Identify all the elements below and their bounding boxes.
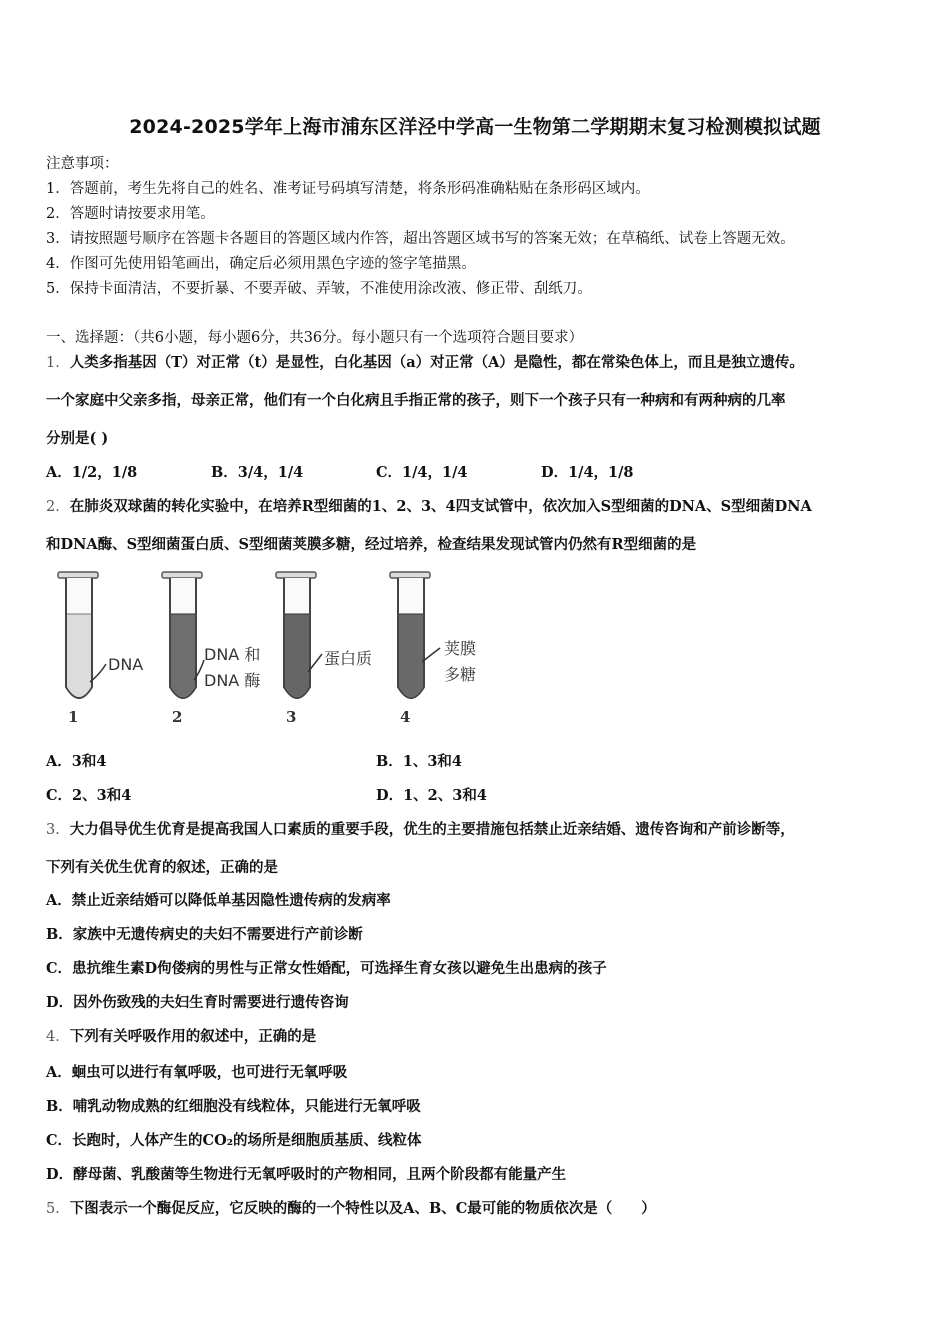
notice-item: 5．保持卡面清洁，不要折暴、不要弄破、弄皱，不准使用涂改液、修正带、刮纸刀。 [46,281,592,297]
section-heading: 一、选择题：（共6小题，每小题6分，共36分。每小题只有一个选项符合题目要求） [46,330,584,346]
question-number: 4． [46,1029,70,1045]
test-tube-3 [276,572,372,726]
question-1-line: 分别是( ) [46,430,109,447]
q2-option-c[interactable]: C．2、3和4 [46,787,132,804]
question-number: 2． [46,499,70,515]
tube-4-label-line1: 荚膜 [444,639,477,658]
q1-option-a[interactable]: A．1/2，1/8 [46,464,138,481]
tube-1-number: 1 [68,708,79,726]
question-3-line [46,818,795,839]
notice-heading: 注意事项： [46,156,119,172]
tube-2-number: 2 [172,708,183,726]
question-text: 下列有关呼吸作用的叙述中，正确的是 [69,1028,317,1045]
tube-4-number: 4 [400,708,411,726]
q4-option-c[interactable]: C．长跑时，人体产生的CO₂的场所是细胞质基质、线粒体 [46,1132,422,1149]
notice-item: 2．答题时请按要求用笔。 [46,206,215,222]
q4-option-d[interactable]: D．酵母菌、乳酸菌等生物进行无氧呼吸时的产物相同，且两个阶段都有能量产生 [46,1166,567,1183]
question-5-line [46,1197,656,1218]
tube-3-label: 蛋白质 [324,649,373,668]
tube-1-label: DNA [108,655,144,674]
tube-2-label-line1: DNA 和 [204,645,261,664]
notice-item: 3．请按照题号顺序在答题卡各题目的答题区域内作答，超出答题区域书写的答案无效；在草稿纸、试卷上答题无效。 [46,231,795,247]
notice-item: 1．答题前，考生先将自己的姓名、准考证号码填写清楚，将条形码准确粘贴在条形码区域内。 [46,181,650,197]
tube-3-number: 3 [286,708,297,726]
test-tube-4 [390,572,476,726]
q1-option-d[interactable]: D．1/4，1/8 [541,464,634,481]
question-text: 在肺炎双球菌的转化实验中，在培养R型细菌的1、2、3、4四支试管中，依次加入S型细菌的DNA、S型细菌DNA [69,498,812,515]
q1-option-c[interactable]: C．1/4，1/4 [376,464,468,481]
question-text: 人类多指基因（T）对正常（t）是显性，白化基因（a）对正常（A）是隐性，都在常染色体上，而且是独立遗传。 [69,354,804,371]
question-2-line: 和DNA酶、S型细菌蛋白质、S型细菌荚膜多糖，经过培养，检查结果发现试管内仍然有R型细菌的是 [46,536,697,553]
q2-option-d[interactable]: D．1、2、3和4 [376,787,487,804]
test-tube-figure [40,562,500,732]
question-number: 3． [46,822,70,838]
q2-option-b[interactable]: B．1、3和4 [376,753,463,770]
tube-4-label-line2: 多糖 [444,665,477,684]
question-number: 1． [46,355,70,371]
q1-option-b[interactable]: B．3/4，1/4 [211,464,304,481]
notice-item: 4．作图可先使用铅笔画出，确定后必须用黑色字迹的签字笔描黑。 [46,256,476,272]
question-1-line: 一个家庭中父亲多指，母亲正常，他们有一个白化病且手指正常的孩子，则下一个孩子只有一种病和有两种病的几率 [46,392,786,409]
q3-option-d[interactable]: D．因外伤致残的夫妇生育时需要进行遗传咨询 [46,994,349,1011]
question-text: 下图表示一个酶促反应，它反映的酶的一个特性以及A、B、C最可能的物质依次是（ ） [69,1200,656,1217]
q3-option-b[interactable]: B．家族中无遗传病史的夫妇不需要进行产前诊断 [46,926,363,943]
q3-option-c[interactable]: C．患抗维生素D佝偻病的男性与正常女性婚配，可选择生育女孩以避免生出患病的孩子 [46,960,607,977]
question-number: 5． [46,1201,70,1217]
question-text: 大力倡导优生优育是提高我国人口素质的重要手段，优生的主要措施包括禁止近亲结婚、遗传咨询和产前诊断等， [69,821,795,838]
test-tube-2 [162,572,260,726]
question-1-line [46,351,804,372]
question-3-line: 下列有关优生优育的叙述，正确的是 [46,859,278,876]
page-title: 2024-2025学年上海市浦东区洋泾中学高一生物第二学期期末复习检测模拟试题 [129,116,821,138]
q4-option-a[interactable]: A．蛔虫可以进行有氧呼吸，也可进行无氧呼吸 [46,1064,348,1081]
q3-option-a[interactable]: A．禁止近亲结婚可以降低单基因隐性遗传病的发病率 [46,892,391,909]
q2-option-a[interactable]: A．3和4 [46,753,107,770]
tube-2-label-line2: DNA 酶 [204,671,261,690]
q4-option-b[interactable]: B．哺乳动物成熟的红细胞没有线粒体，只能进行无氧呼吸 [46,1098,421,1115]
question-4-line [46,1025,316,1046]
test-tube-1 [58,572,143,726]
question-2-line [46,495,812,516]
